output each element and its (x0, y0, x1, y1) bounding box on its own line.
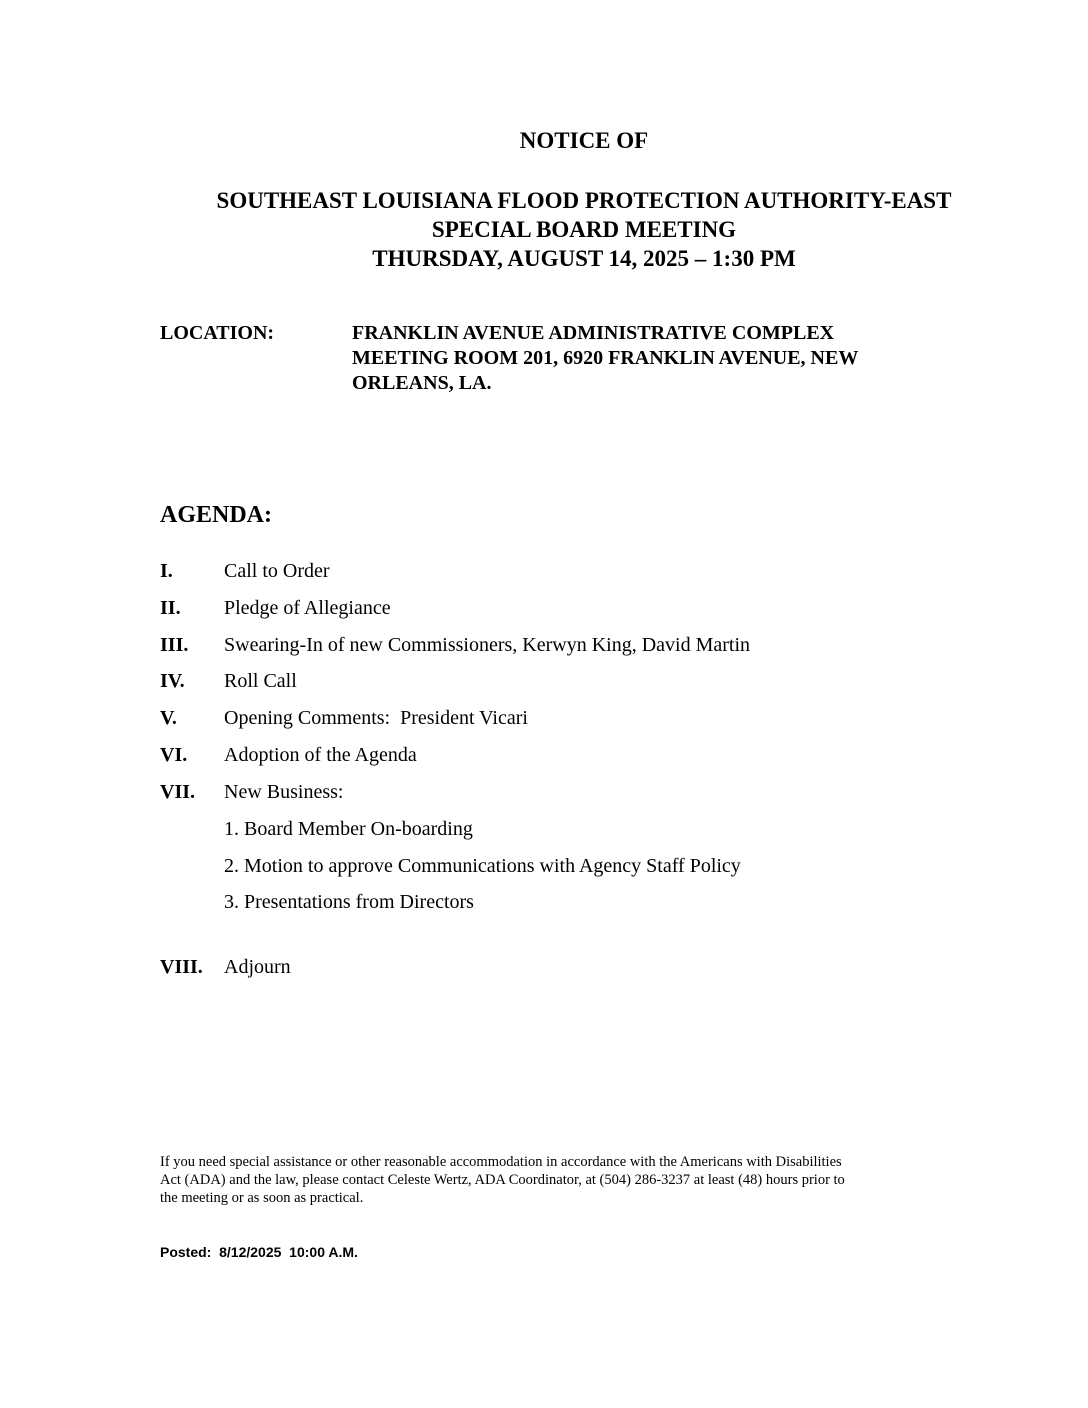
agenda-item-number: VIII. (160, 956, 203, 978)
new-business-subitem: 2. Motion to approve Communications with Agency Staff Policy (224, 855, 741, 877)
location-line: FRANKLIN AVENUE ADMINISTRATIVE COMPLEX (352, 322, 835, 344)
ada-line: the meeting or as soon as practical. (160, 1190, 364, 1206)
ada-accommodation-notice (160, 1153, 940, 1207)
agenda-item-number: III. (160, 634, 189, 656)
location-address (352, 321, 932, 396)
agenda-item-text: Roll Call (224, 670, 297, 692)
agenda-item-text: New Business: (224, 781, 344, 803)
agenda-item-text: Adjourn (224, 956, 291, 978)
notice-of-heading: NOTICE OF (519, 128, 649, 153)
agenda-item-number: IV. (160, 670, 185, 692)
agenda-item-text: Opening Comments: President Vicari (224, 707, 528, 729)
new-business-subitem: 3. Presentations from Directors (224, 891, 474, 913)
agenda-item-number: I. (160, 560, 173, 582)
location-line: MEETING ROOM 201, 6920 FRANKLIN AVENUE, NEW (352, 347, 859, 369)
authority-name: SOUTHEAST LOUISIANA FLOOD PROTECTION AUTHORITY-EAST (216, 188, 952, 213)
agenda-item-number: II. (160, 597, 181, 619)
agenda-item-text: Call to Order (224, 560, 330, 582)
agenda-heading: AGENDA: (160, 502, 272, 528)
new-business-subitem: 1. Board Member On-boarding (224, 818, 473, 840)
agenda-item-text: Adoption of the Agenda (224, 744, 417, 766)
location-label: LOCATION: (160, 322, 275, 344)
agenda-item-number: VI. (160, 744, 188, 766)
meeting-title-block (160, 186, 1008, 273)
agenda-item-text: Swearing-In of new Commissioners, Kerwyn King, David Martin (224, 634, 751, 656)
location-line: ORLEANS, LA. (352, 372, 492, 394)
agenda-item-number: VII. (160, 781, 196, 803)
agenda-item-text: Pledge of Allegiance (224, 597, 391, 619)
agenda-item-number: V. (160, 707, 177, 729)
ada-line: If you need special assistance or other reasonable accommodation in accordance with the Americans with Disabilities (160, 1154, 842, 1170)
meeting-datetime: THURSDAY, AUGUST 14, 2025 – 1:30 PM (372, 246, 796, 271)
meeting-type: SPECIAL BOARD MEETING (431, 217, 737, 242)
posted-timestamp: Posted: 8/12/2025 10:00 A.M. (160, 1244, 358, 1260)
ada-line: Act (ADA) and the law, please contact Celeste Wertz, ADA Coordinator, at (504) 286-3237 at least (48) hours prior to (160, 1172, 845, 1188)
